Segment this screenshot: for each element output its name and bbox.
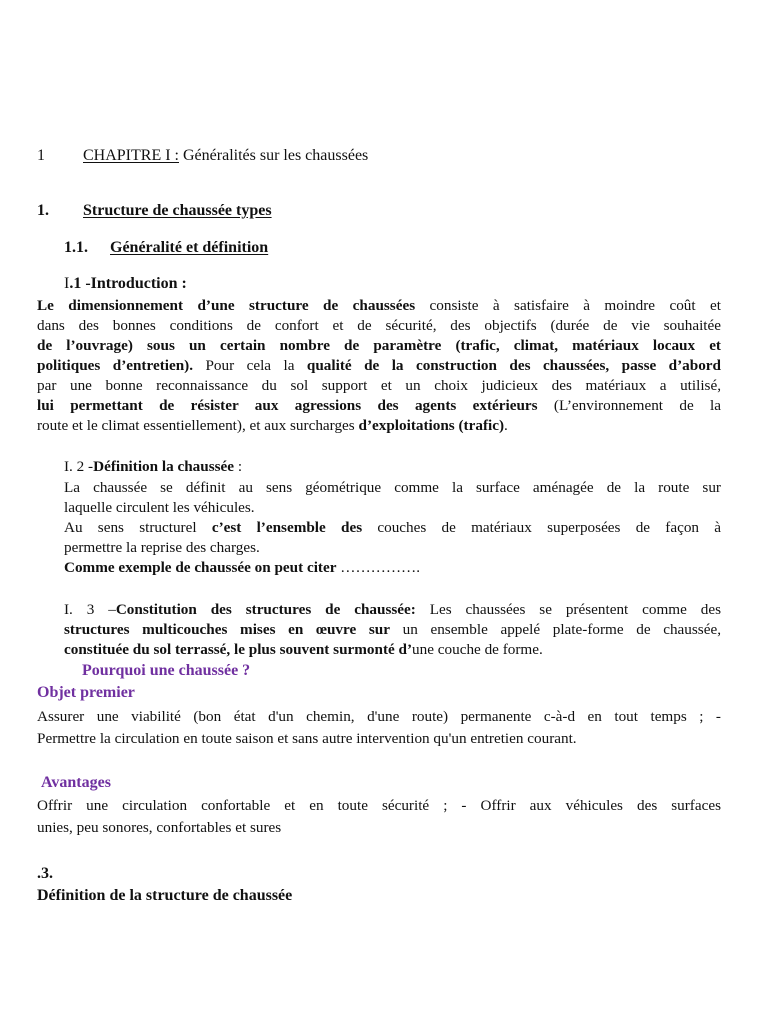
definition-line-1: La chaussée se définit au sens géométrique comme la surface aménagée de la route sur [64,479,721,496]
objective-line-2: Permettre la circulation en toute saison et sans autre intervention qu'un entretien courant. [37,730,577,747]
advantages-line-1: Offrir une circulation confortable et en toute sécurité ; - Offrir aux véhicules des surfaces [37,797,721,814]
intro-line-3: de l’ouvrage) sous un certain nombre de paramètre (trafic, climat, matériaux locaux et [37,337,721,354]
section-number: 1. [37,202,49,219]
definition-title: I. 2 -Définition la chaussée : [64,458,243,475]
chapter-number: 1 [37,147,45,164]
definition-line-3: Au sens structurel c’est l’ensemble des couches de matériaux superposées de façon à [64,519,721,536]
section-title: Structure de chaussée types [83,202,272,219]
advantages-title: Avantages [41,774,111,791]
subsection-number: 1.1. [64,239,88,256]
definition-line-2: laquelle circulent les véhicules. [64,499,255,516]
subsection-heading [64,238,748,258]
section-heading [37,201,721,221]
advantages-line-2: unies, peu sonores, confortables et sures [37,819,282,836]
objective-title: Objet premier [37,684,135,701]
why-title: Pourquoi une chaussée ? [82,662,251,679]
intro-line-4: politiques d’entretien). Pour cela la qualité de la construction des chaussées, passe d’abord [37,357,721,374]
subsection-title: Généralité et définition [110,239,269,256]
definition-line-5: Comme exemple de chaussée on peut citer ……………. [64,559,421,576]
intro-title: I.1 -Introduction : [64,275,187,292]
definition-line-4: permettre la reprise des charges. [64,539,260,556]
intro-line-2: dans des bonnes conditions de confort et de sécurité, des objectifs (durée de vie souhaitée [37,317,721,334]
chapter-label: CHAPITRE I : [83,147,179,164]
constitution-line-2: structures multicouches mises en œuvre sur un ensemble appelé plate-forme de chaussée, [64,621,721,638]
chapter-title: Généralités sur les chaussées [179,147,369,164]
section3-number: .3. [37,865,53,882]
section3-title: Définition de la structure de chaussée [37,887,293,904]
intro-line-5: par une bonne reconnaissance du sol support et un choix judicieux des matériaux a utilisé, [37,377,721,394]
intro-line-1: Le dimensionnement d’une structure de chaussées consiste à satisfaire à moindre coût et [37,297,721,314]
intro-line-6: lui permettant de résister aux agressions des agents extérieurs (L’environnement de la [37,397,721,414]
objective-line-1: Assurer une viabilité (bon état d'un chemin, d'une route) permanente c-à-d en tout temps ; - [37,708,721,725]
constitution-line-3: constituée du sol terrassé, le plus souvent surmonté d’une couche de forme. [64,641,543,658]
chapter-heading [37,146,721,166]
intro-line-7: route et le climat essentiellement), et aux surcharges d’exploitations (trafic). [37,417,508,434]
constitution-line-1: I. 3 –Constitution des structures de chaussée: Les chaussées se présentent comme des [64,601,721,618]
